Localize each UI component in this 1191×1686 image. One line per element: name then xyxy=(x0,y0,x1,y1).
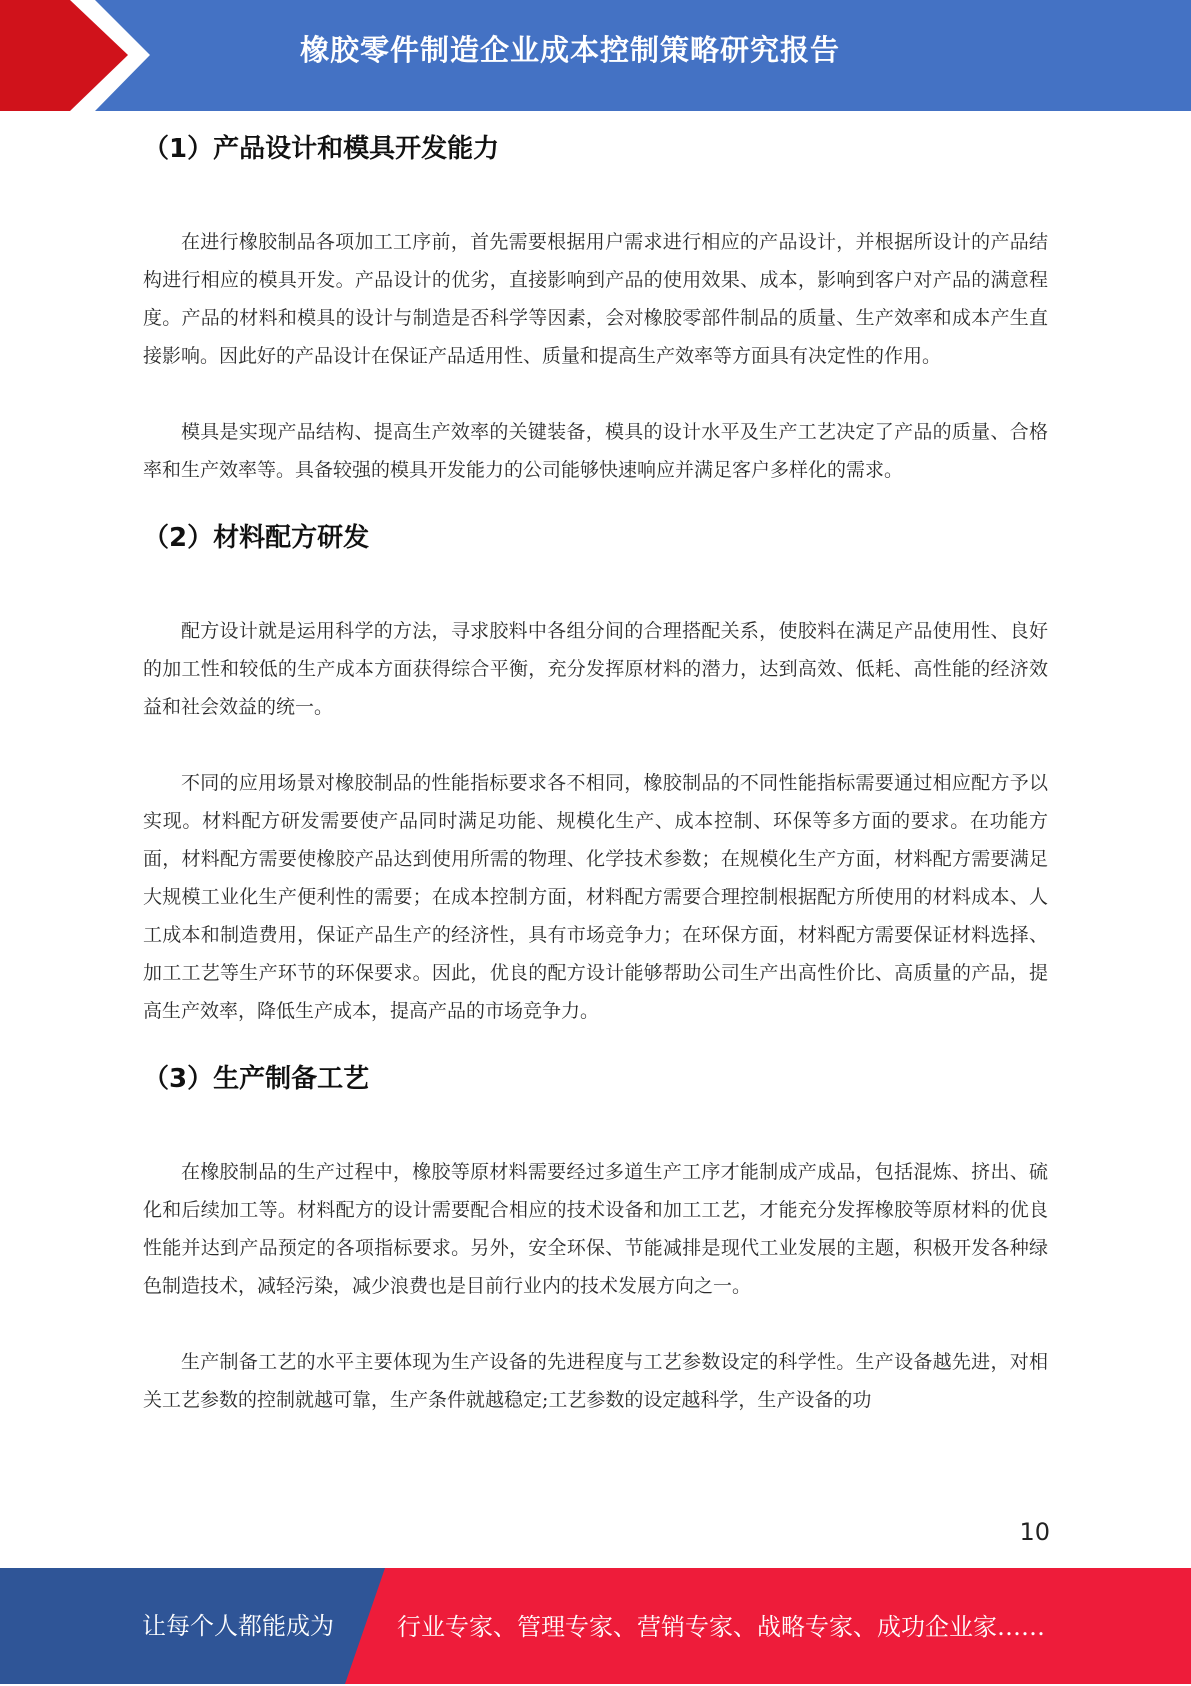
section-heading-product-design: （1）产品设计和模具开发能力 xyxy=(143,134,500,164)
paragraph: 配方设计就是运用科学的方法，寻求胶料中各组分间的合理搭配关系，使胶料在满足产品使用性、良好的加工性和较低的生产成本方面获得综合平衡，充分发挥原材料的潜力，达到高效、低耗、高性能的经济效益和社会效益的统一。 xyxy=(143,620,1048,718)
section-heading-production-process: （3）生产制备工艺 xyxy=(143,1064,370,1094)
document-body xyxy=(143,120,1048,1419)
paragraph: 生产制备工艺的水平主要体现为生产设备的先进程度与工艺参数设定的科学性。生产设备越先进，对相关工艺参数的控制就越可靠，生产条件就越稳定;工艺参数的设定越科学，生产设备的功 xyxy=(143,1351,1048,1411)
footer-slogan-left: 让每个人都能成为 xyxy=(142,1612,334,1640)
paragraph: 模具是实现产品结构、提高生产效率的关键装备，模具的设计水平及生产工艺决定了产品的质量、合格率和生产效率等。具备较强的模具开发能力的公司能够快速响应并满足客户多样化的需求。 xyxy=(143,421,1048,481)
paragraph: 在进行橡胶制品各项加工工序前，首先需要根据用户需求进行相应的产品设计，并根据所设计的产品结构进行相应的模具开发。产品设计的优劣，直接影响到产品的使用效果、成本，影响到客户对产品的满意程度。产品的材料和模具的设计与制造是否科学等因素，会对橡胶零部件制品的质量、生产效率和成本产生直接影响。因此好的产品设计在保证产品适用性、质量和提高生产效率等方面具有决定性的作用。 xyxy=(143,231,1048,367)
header-chevron-decoration xyxy=(0,0,160,111)
section-heading-material-formula: （2）材料配方研发 xyxy=(143,523,370,553)
page-number: 10 xyxy=(1019,1518,1050,1546)
footer-slogan-right: 行业专家、管理专家、营销专家、战略专家、成功企业家…… xyxy=(397,1613,1045,1641)
page-header xyxy=(0,0,1191,111)
header-title: 橡胶零件制造企业成本控制策略研究报告 xyxy=(300,33,841,67)
paragraph: 不同的应用场景对橡胶制品的性能指标要求各不相同，橡胶制品的不同性能指标需要通过相应配方予以实现。材料配方研发需要使产品同时满足功能、规模化生产、成本控制、环保等多方面的要求。在功能方面，材料配方需要使橡胶产品达到使用所需的物理、化学技术参数；在规模化生产方面，材料配方需要满足大规模工业化生产便利性的需要；在成本控制方面，材料配方需要合理控制根据配方所使用的材料成本、人工成本和制造费用，保证产品生产的经济性，具有市场竞争力；在环保方面，材料配方需要保证材料选择、加工工艺等生产环节的环保要求。因此，优良的配方设计能够帮助公司生产出高性价比、高质量的产品，提高生产效率，降低生产成本，提高产品的市场竞争力。 xyxy=(143,772,1048,1022)
page-footer xyxy=(0,1568,1191,1684)
paragraph: 在橡胶制品的生产过程中，橡胶等原材料需要经过多道生产工序才能制成产成品，包括混炼、挤出、硫化和后续加工等。材料配方的设计需要配合相应的技术设备和加工工艺，才能充分发挥橡胶等原材料的优良性能并达到产品预定的各项指标要求。另外，安全环保、节能减排是现代工业发展的主题，积极开发各种绿色制造技术，减轻污染，减少浪费也是目前行业内的技术发展方向之一。 xyxy=(143,1161,1048,1297)
